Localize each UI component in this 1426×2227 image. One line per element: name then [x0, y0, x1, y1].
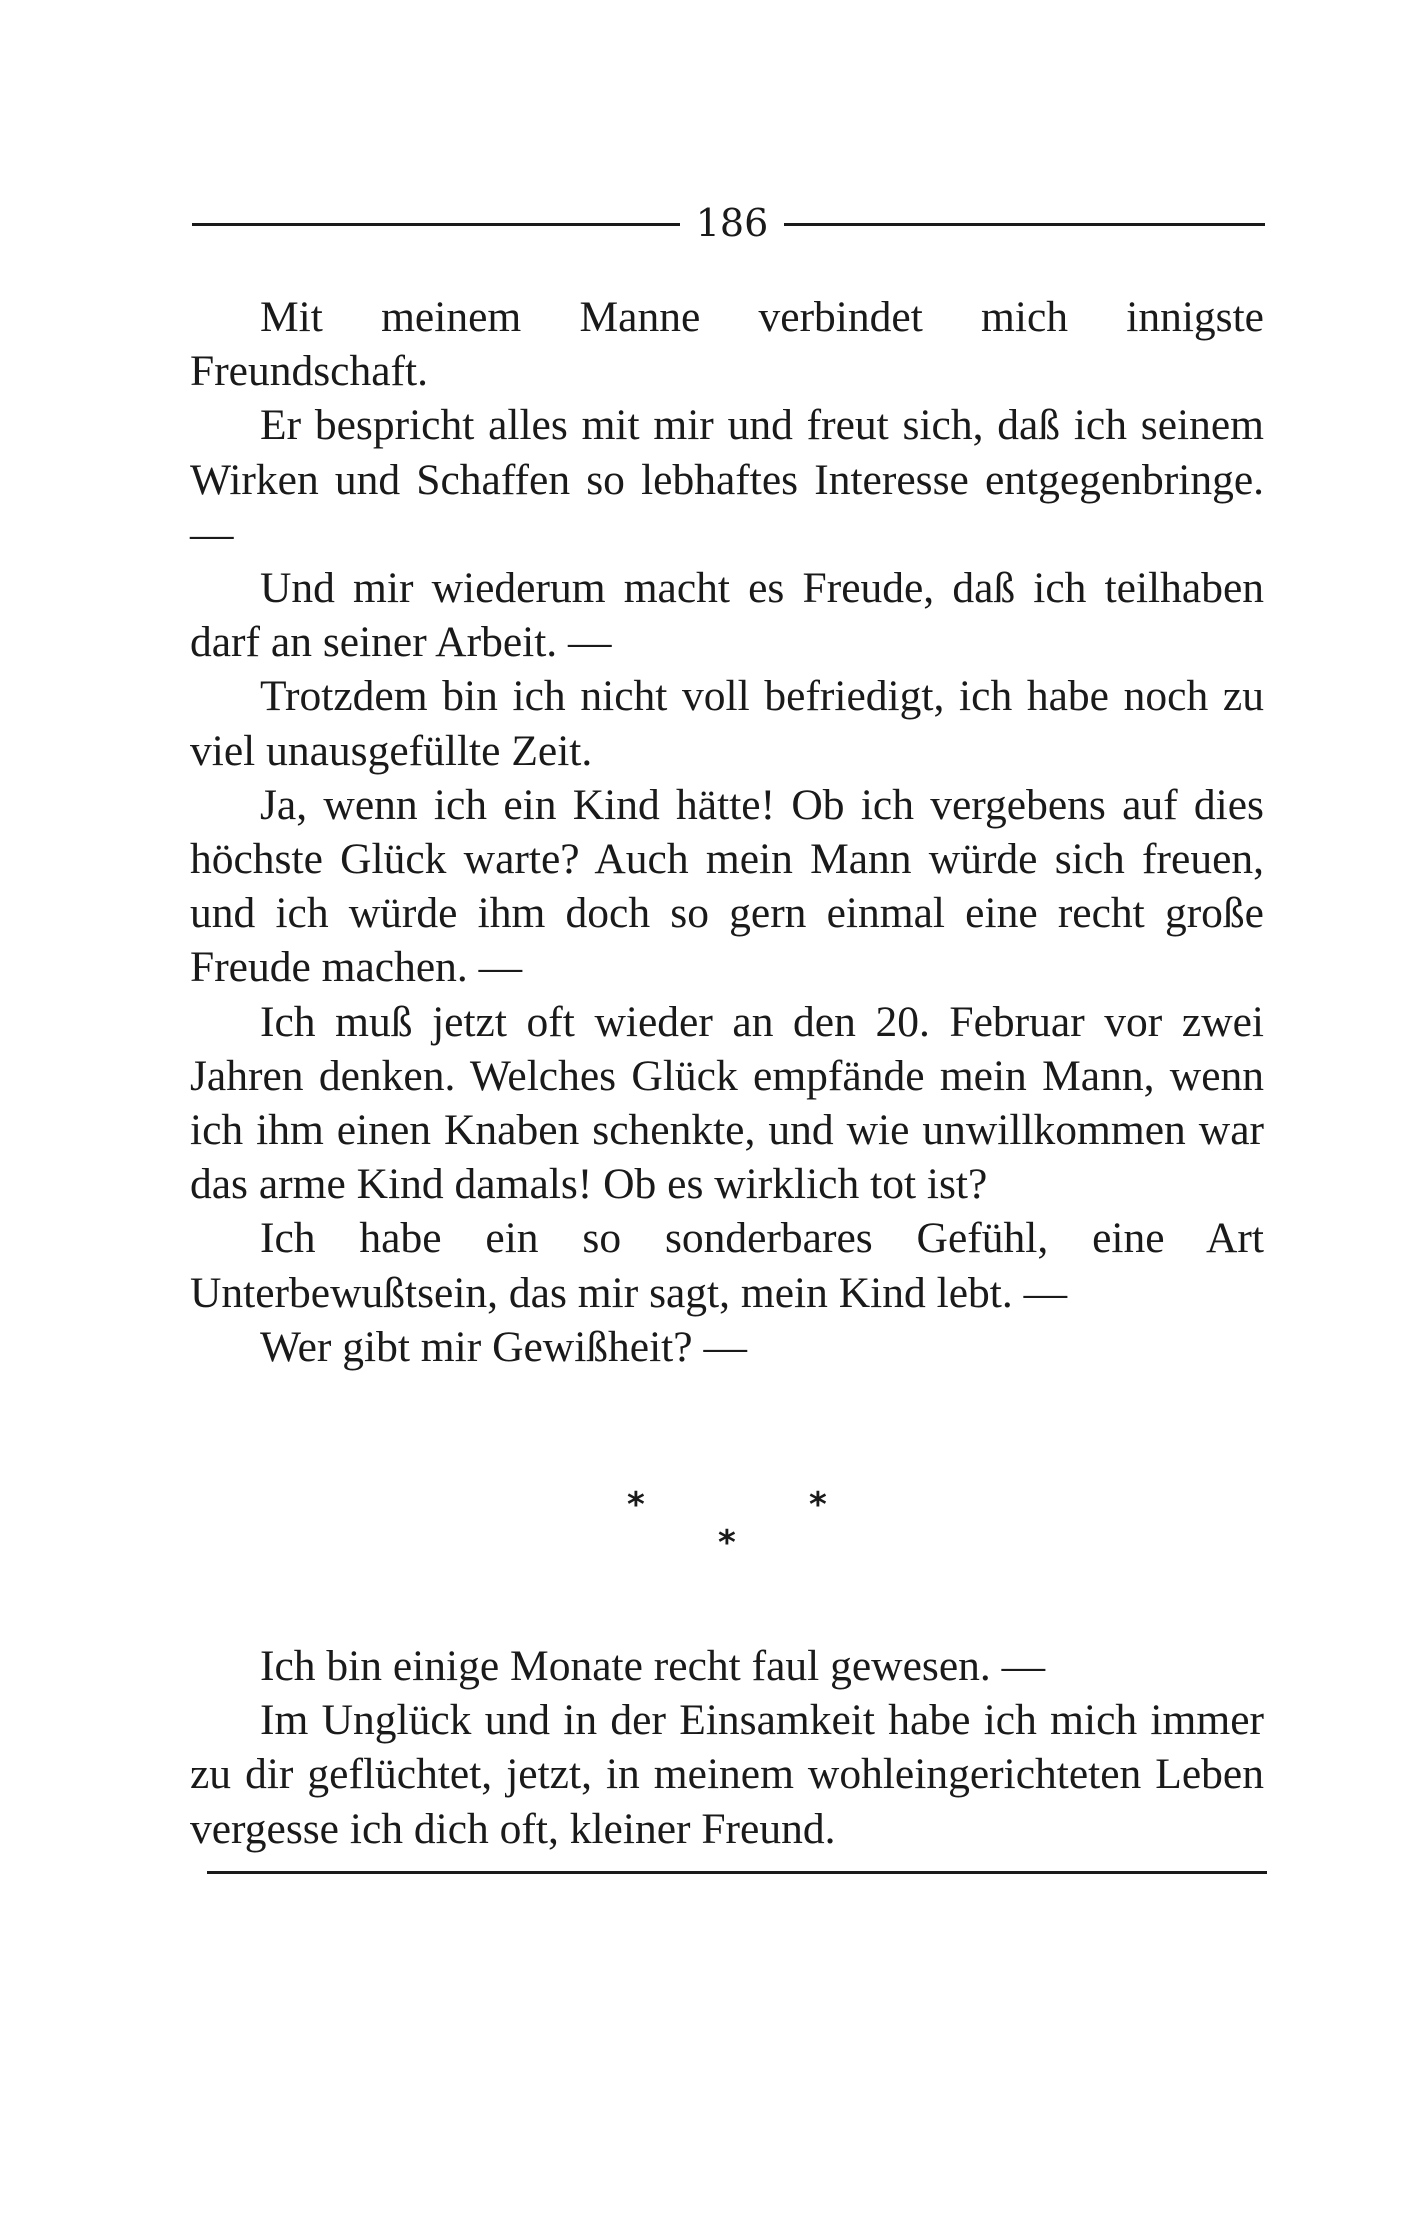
body-text-section-1 [190, 290, 1264, 1374]
asterisk-mark: * [627, 1485, 645, 1525]
header-rule-right [784, 223, 1265, 226]
header-rule-left [192, 223, 680, 226]
paragraph: Trotzdem bin ich nicht voll befriedigt, ich habe noch zu viel unausgefüllte Zeit. [190, 672, 1264, 775]
paragraph: Ich bin einige Monate recht faul gewesen. — [260, 1642, 1046, 1690]
asterisk-mark: * [809, 1485, 827, 1525]
paragraph: Und mir wiederum macht es Freude, daß ich teilhaben darf an seiner Arbeit. — [190, 564, 1264, 667]
paragraph: Im Unglück und in der Einsamkeit habe ich mich immer zu dir geflüchtet, jetzt, in meinem wohleingerichteten Leben vergesse ich dich oft, kleiner Freund. [190, 1696, 1264, 1853]
paragraph: Mit meinem Manne verbindet mich innigste Freundschaft. [190, 293, 1264, 396]
body-text-section-2 [190, 1639, 1264, 1856]
paragraph: Ja, wenn ich ein Kind hätte! Ob ich vergebens auf dies höchste Glück warte? Auch mein Mann würde sich freuen, und ich würde ihm doch so gern einmal eine recht große Freude machen. — [190, 780, 1264, 992]
section-break-asterism [600, 1485, 850, 1578]
asterisk-mark: * [718, 1523, 736, 1563]
paragraph: Wer gibt mir Gewißheit? — [260, 1322, 747, 1371]
page-number: 186 [695, 201, 769, 245]
paragraph: Ich habe ein so sonderbares Gefühl, eine Art Unterbewußtsein, das mir sagt, mein Kind lebt. — [190, 1214, 1264, 1317]
paragraph: Ich muß jetzt oft wieder an den 20. Februar vor zwei Jahren denken. Welches Glück empfände mein Mann, wenn ich ihm einen Knaben schenkte, und wie unwillkommen war das arme Kind damals! Ob es wirklich tot ist? [190, 997, 1264, 1209]
footer-rule [207, 1871, 1267, 1874]
paragraph: Er bespricht alles mit mir und freut sich, daß ich seinem Wirken und Schaffen so lebhaftes Interesse entgegenbringe. — [190, 401, 1264, 558]
page-header [192, 198, 1265, 248]
